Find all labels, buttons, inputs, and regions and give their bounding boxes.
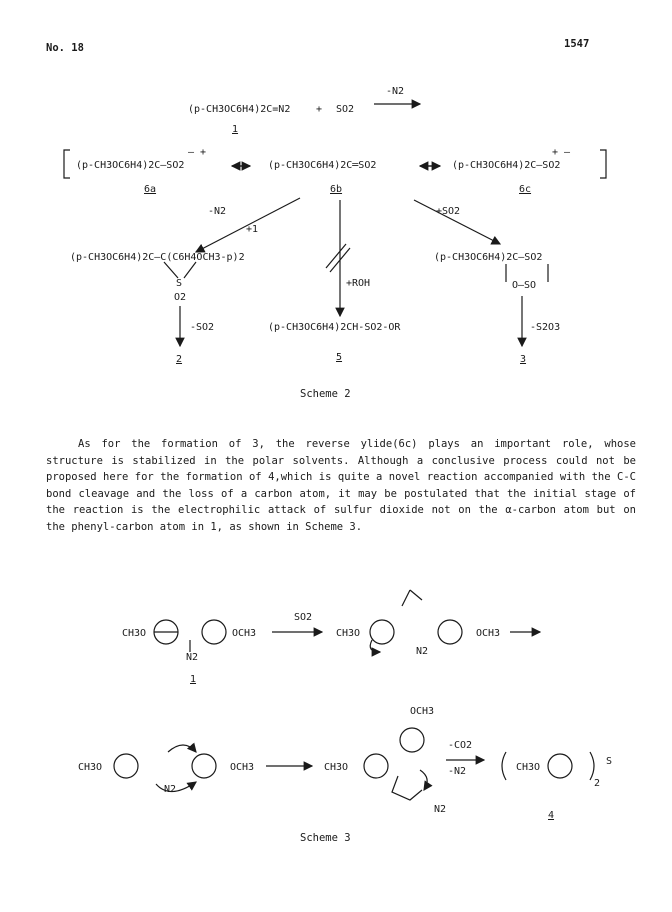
reactant-diazo: (p-CH3OC6H4)2C=N2 [188,104,291,115]
ch3o-text-1: CH3O [122,628,147,639]
product-s: S [606,756,613,767]
curly-arrow-2 [168,745,196,752]
ylide-6a: (p-CH3OC6H4)2C—SO2 [76,160,185,171]
curly-arrow-3 [156,782,196,792]
episulfone-bond-left [164,262,178,278]
ring-2b [438,620,462,644]
ring-4b [400,728,424,752]
loss-co2-label: -CO2 [448,740,473,751]
n2-text-3: N2 [164,784,177,795]
ylide-6a-charges: – + [188,147,207,158]
plus-so2-label: +SO2 [436,206,461,217]
bracket-left [64,150,70,178]
och3-text-2: OCH3 [476,628,501,639]
bracket-right [600,150,606,178]
ring-3a [114,754,138,778]
so2-bond [402,590,422,606]
ylide-6c-charges: + – [552,147,571,158]
product-sub2: 2 [594,778,601,789]
ch3o-text-3: CH3O [78,762,103,773]
loss-n2-label-s3: -N2 [448,766,467,777]
n2-text-4: N2 [434,804,447,815]
plus-roh-label: +ROH [346,278,371,289]
episulfone-o2: O2 [174,292,187,303]
cyclic-o-so: O—SO [512,280,537,291]
ch3o-text-5: CH3O [516,762,541,773]
episulfone: (p-CH3OC6H4)2C—C(C6H4OCH3-p)2 [70,252,245,263]
label-5: 5 [336,352,343,363]
label-3: 3 [520,354,527,365]
och3-text-3: OCH3 [230,762,255,773]
journal-issue: No. 18 [46,42,84,54]
n2-text-2: N2 [416,646,429,657]
s3-label-1: 1 [190,674,197,685]
so2-reagent-s3: SO2 [294,612,313,623]
episulfone-bond-right [184,262,196,278]
sulfonate-ester: (p-CH3OC6H4)2CH-SO2-OR [268,322,401,333]
s3-label-4: 4 [548,810,555,821]
so2-reagent: SO2 [336,104,355,115]
ring-3b [192,754,216,778]
ring-4a [364,754,388,778]
scheme3-caption: Scheme 3 [300,832,351,844]
arrow-to-cyclic [414,200,500,244]
n2-text-1: N2 [186,652,199,663]
cyclic-sulfite: (p-CH3OC6H4)2C—SO2 [434,252,543,263]
paren-left [502,752,506,780]
loss-n2-label-2: -N2 [208,206,227,217]
ylide-6c: (p-CH3OC6H4)2C—SO2 [452,160,561,171]
episulfone-s: S [176,278,183,289]
label-2: 2 [176,354,183,365]
ylide-6b: (p-CH3OC6H4)2C═SO2 [268,160,377,171]
och3-text-4: OCH3 [410,706,435,717]
plus-sign: + [316,104,323,115]
page-number: 1547 [564,38,590,50]
och3-text-1: OCH3 [232,628,257,639]
label-6a: 6a [144,184,157,195]
label-6b: 6b [330,184,343,195]
compound-label-1: 1 [232,124,239,135]
ring-5 [548,754,572,778]
curly-arrow-4 [420,770,427,790]
arrow-to-episulfone [196,198,300,252]
ch3o-text-2: CH3O [336,628,361,639]
cyclic-ring-bonds [392,776,422,800]
plus-1-label: +1 [246,224,259,235]
ring-2a [370,620,394,644]
loss-so2-label: -SO2 [190,322,215,333]
loss-n2-label: -N2 [386,86,405,97]
paragraph-text: As for the formation of 3, the reverse ylide(6c) plays an important role, whose structure is stabilized in the polar solvents. Although a conclusive process could not be proposed here for the formation of 4,which is quite a novel reaction accompanied with the C-C bond cleavage and the loss of a carbon atom, it may be postulated that the initial stage of the reaction is the electrophilic attack of sulfur dioxide not on the α-carbon atom but on the phenyl-carbon atom in 1, as shown in Scheme 3. [46,438,636,533]
ring-1b [202,620,226,644]
ch3o-text-4: CH3O [324,762,349,773]
paren-right [590,752,594,780]
scheme2-caption: Scheme 2 [300,388,351,400]
loss-s2o3-label: -S2O3 [530,322,561,333]
label-6c: 6c [519,184,532,195]
